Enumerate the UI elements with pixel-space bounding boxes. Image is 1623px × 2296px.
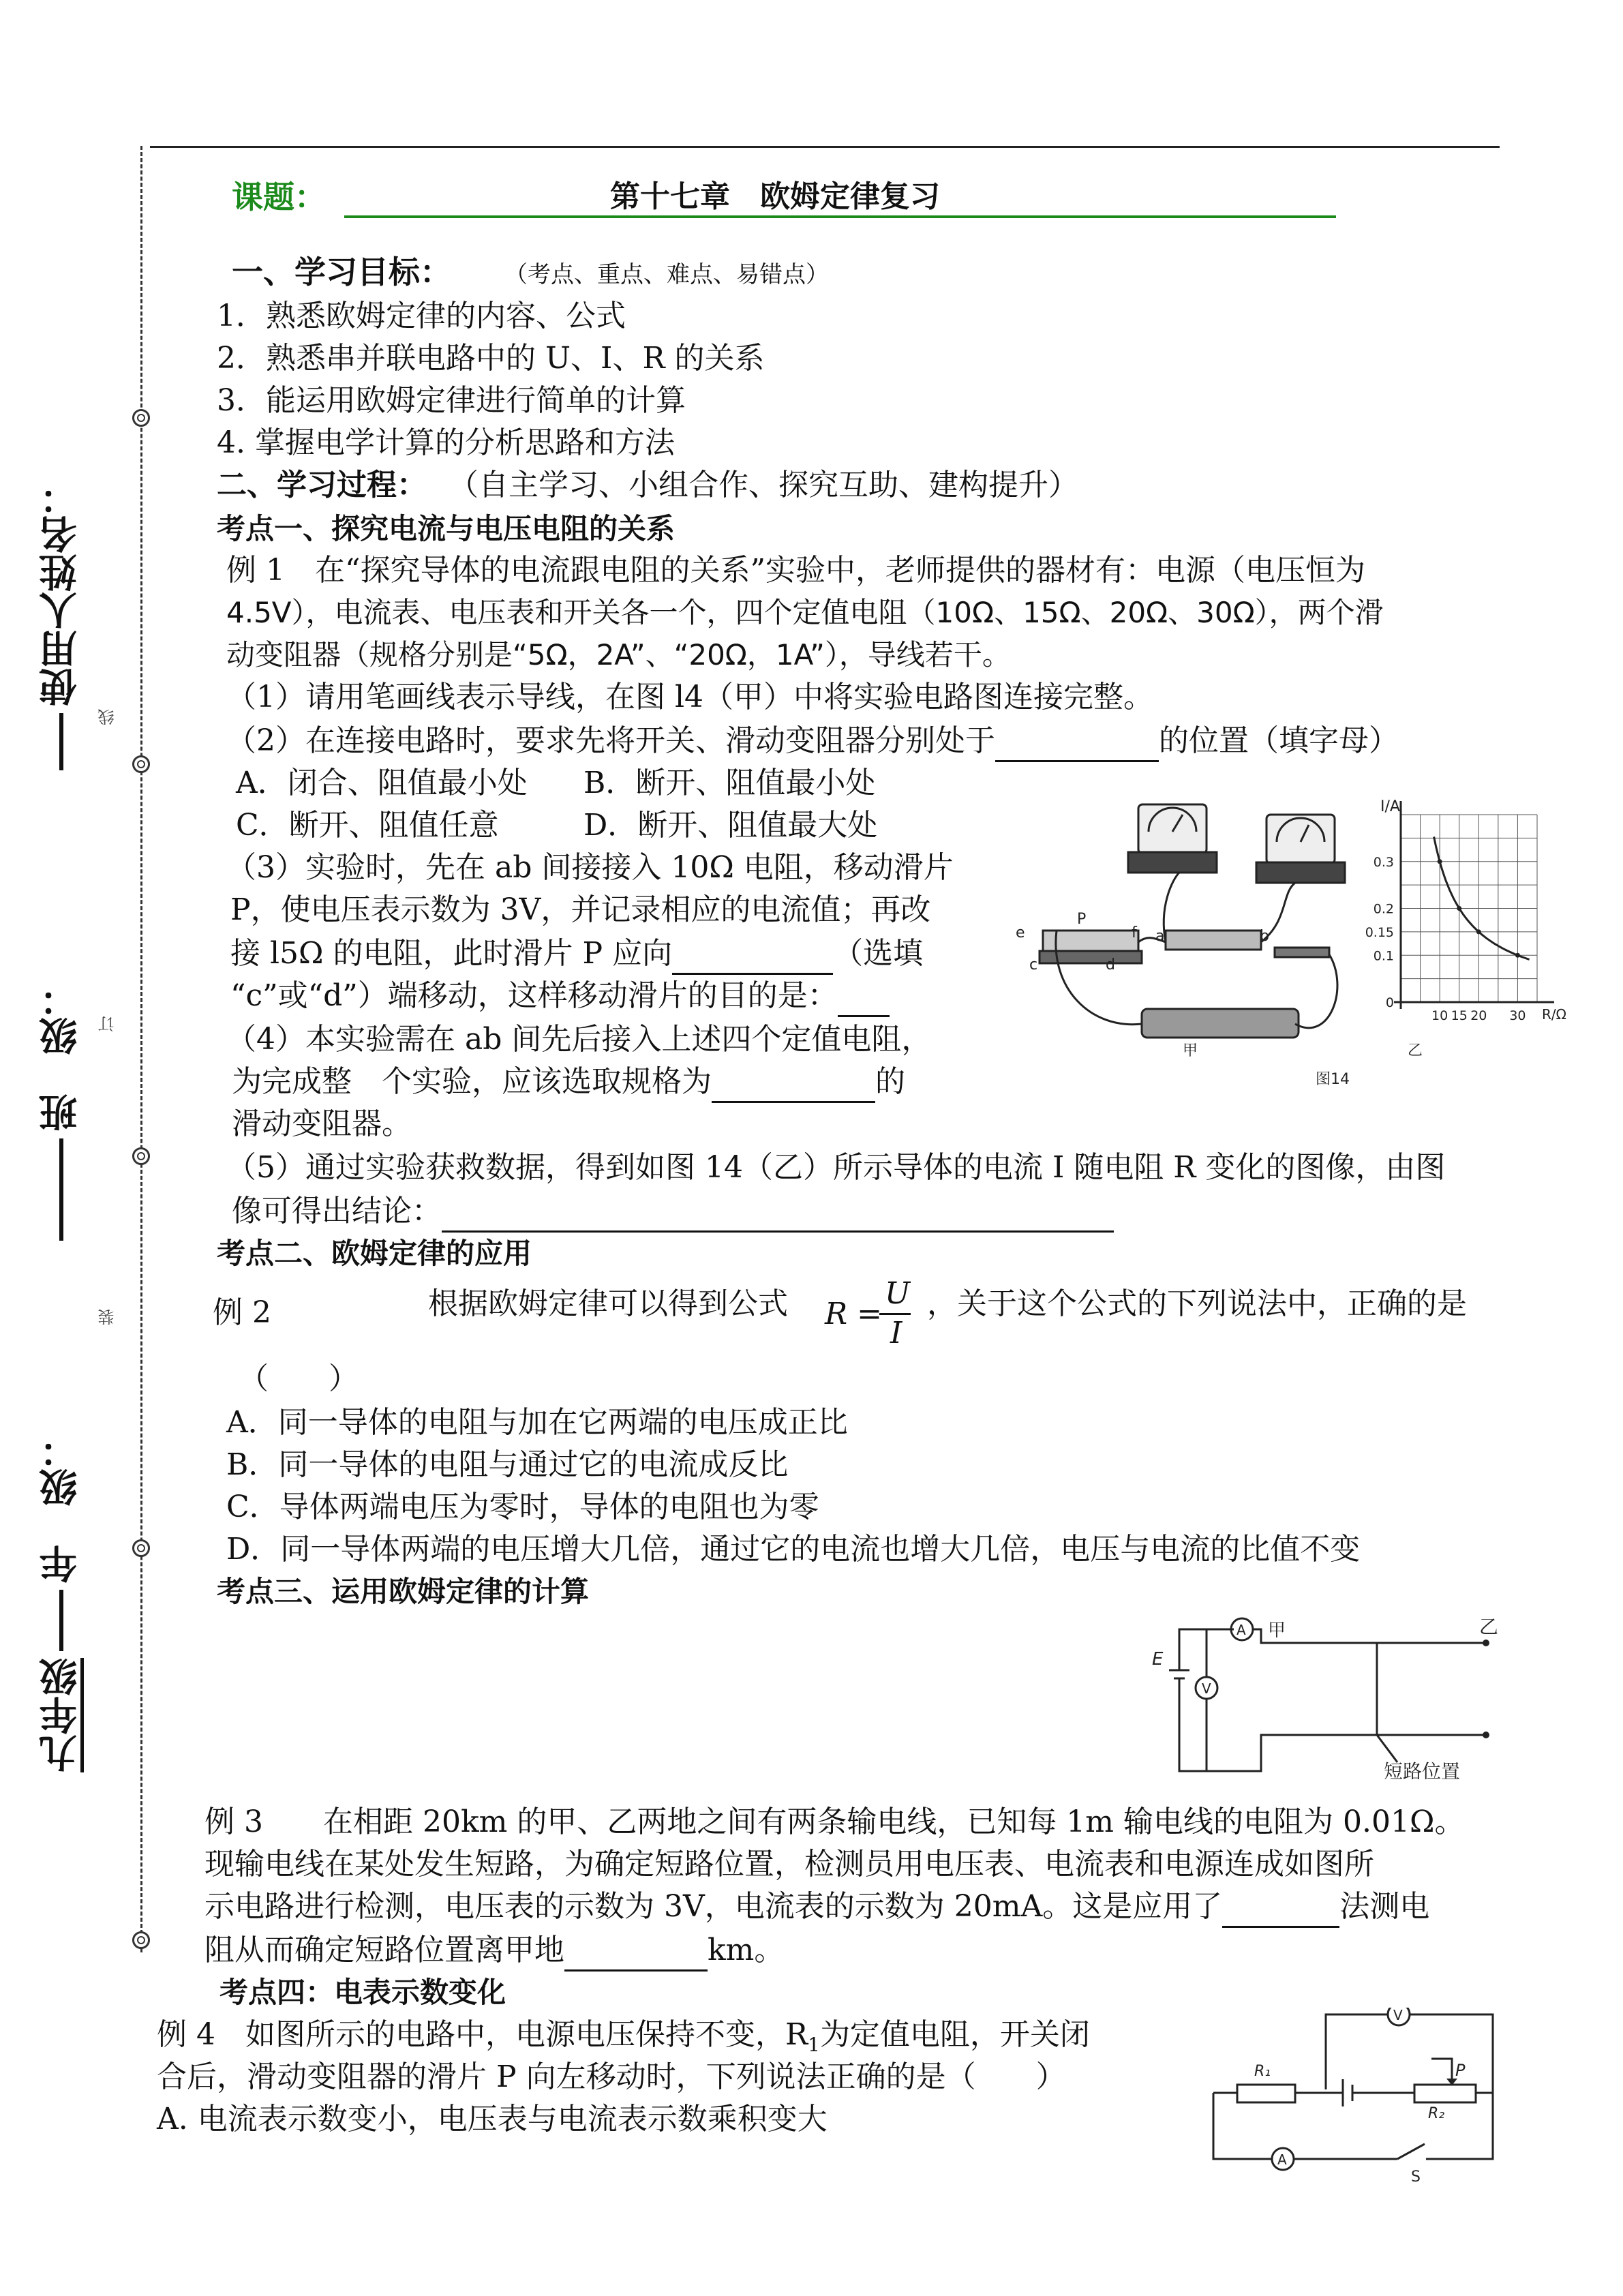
answer-blank[interactable] [564, 1939, 708, 1972]
goals-heading: 一、学习目标： [232, 254, 451, 290]
jia-label: 甲 [1268, 1620, 1286, 1641]
k2-text-pre: 根据欧姆定律可以得到公式 [428, 1286, 788, 1321]
data-point [1457, 907, 1461, 911]
k1-q5: 像可得出结论： [232, 1190, 1114, 1233]
k2-heading: 考点二、欧姆定律的应用 [217, 1237, 532, 1270]
binding-hole-icon [132, 1147, 150, 1165]
answer-blank[interactable] [442, 1200, 1114, 1233]
k4-heading: 考点四：电表示数变化 [219, 1976, 506, 2009]
k3-line: 阻从而确定短路位置离甲地 km。 [204, 1929, 784, 1972]
source-label: E [1152, 1649, 1164, 1670]
zhuang-mark: 装 [98, 1309, 117, 1325]
meter-change-figure [1207, 2008, 1506, 2185]
voltmeter-icon: V [1202, 1680, 1211, 1697]
k3-line: 例 3 在相距 20km 的甲、乙两地之间有两条输电线，已知每 1m 输电线的电阻为 0.01Ω。 [204, 1804, 1465, 1839]
x-tick-label: 10 [1431, 1008, 1448, 1023]
k1-q3: P，使电压表示数为 3V，并记录相应的电流值；再改 [230, 892, 931, 927]
answer-blank[interactable] [712, 1071, 875, 1103]
terminal-label: b [1260, 928, 1269, 945]
k2-option: B．同一导体的电阻与通过它的电流成反比 [226, 1447, 789, 1482]
y-axis-label: I/A [1380, 798, 1400, 815]
short-position-label: 短路位置 [1384, 1760, 1461, 1779]
x-tick-label: 15 [1451, 1008, 1468, 1023]
ir-graph [1365, 801, 1554, 1023]
k1-q3: （3）实验时，先在 ab 间接接入 10Ω 电阻，移动滑片 [226, 850, 954, 885]
y-tick-label: 0.15 [1365, 924, 1394, 940]
r1-label: R₁ [1254, 2063, 1271, 2080]
slider-p-label: P [1455, 2061, 1466, 2080]
goals-note: （考点、重点、难点、易错点） [504, 261, 829, 288]
k2-option: D．同一导体两端的电压增大几倍，通过它的电流也增大几倍，电压与电流的比值不变 [226, 1532, 1361, 1567]
option-a: A．闭合、阻值最小处 [236, 766, 528, 800]
k4-option-a: A. 电流表示数变小，电压表与电流表示数乘积变大 [157, 2102, 828, 2136]
name-line [59, 713, 63, 770]
page-title: 第十七章 欧姆定律复习 [610, 179, 940, 214]
binding-hole-icon [132, 1931, 150, 1949]
fig14-yi: 乙 [1408, 1042, 1423, 1059]
name-label: 使用人姓名： [34, 477, 89, 777]
short-circuit-figure [1152, 1616, 1520, 1779]
k4-line: 例 4 如图所示的电路中，电源电压保持不变，$R_1$为定值电阻，开关闭 [157, 2017, 1090, 2056]
k1-q3: “c”或“d”）端移动，这样移动滑片的目的是： [230, 975, 890, 1017]
goal-item: 4. 掌握电学计算的分析思路和方法 [217, 425, 675, 460]
k1-q3: 接 l5Ω 的电阻，此时滑片 P 应向 （选填 [230, 933, 923, 975]
formula: R = U I [825, 1276, 911, 1350]
topic-label: 课题： [232, 179, 326, 215]
process-heading: 二、学习过程： [217, 468, 427, 502]
k4-line: 合后，滑动变阻器的滑片 P 向左移动时，下列说法正确的是（ ） [157, 2059, 1066, 2094]
terminal-label: f [1132, 924, 1137, 941]
process-note: （自主学习、小组合作、探究互助、建构提升） [449, 468, 1078, 502]
ding-mark: 订 [98, 1016, 117, 1032]
answer-blank[interactable] [995, 730, 1159, 762]
data-point [1476, 930, 1481, 934]
answer-blank[interactable] [838, 985, 890, 1017]
data-point [1515, 953, 1519, 957]
option-d: D．断开、阻值最大处 [583, 808, 878, 843]
voltmeter-icon: V [1393, 2008, 1403, 2023]
goal-item: 1．熟悉欧姆定律的内容、公式 [217, 299, 626, 333]
binding-hole-icon [132, 755, 150, 773]
binding-hole-icon [132, 1539, 150, 1557]
switch-label: S [1411, 2169, 1421, 2185]
terminal-label: c [1029, 956, 1038, 973]
grade-label: 九年级 年 级： [34, 1336, 89, 1772]
ammeter-icon: A [1277, 2151, 1287, 2168]
option-c: C．断开、阻值任意 [236, 808, 499, 843]
x-axis-label: R/Ω [1542, 1006, 1566, 1023]
y-tick-label: 0.1 [1373, 948, 1394, 964]
terminal-label: P [1077, 911, 1087, 928]
k2-text-post: ，关于这个公式的下列说法中，正确的是 [927, 1286, 1467, 1321]
k3-line: 现输电线在某处发生短路，为确定短路位置，检测员用电压表、电流表和电源连成如图所 [204, 1847, 1374, 1882]
k1-q4: （4）本实验需在 ab 间先后接入上述四个定值电阻， [226, 1022, 932, 1057]
k2-label: 例 2 [213, 1295, 271, 1330]
terminal-label: e [1016, 924, 1025, 941]
y-tick-label: 0.3 [1373, 854, 1394, 870]
k1-q4: 为完成整 个实验，应该选取规格为 的 [232, 1061, 905, 1103]
binding-hole-icon [132, 409, 150, 427]
k1-line: 4.5V），电流表、电压表和开关各一个，四个定值电阻（10Ω、15Ω、20Ω、30Ω），两个滑 [226, 596, 1384, 629]
series-line [1434, 836, 1530, 959]
figure-14 [1009, 784, 1581, 1098]
y-tick-label: 0 [1385, 995, 1394, 1010]
grade-line [59, 1590, 63, 1651]
ammeter-icon: A [1237, 1622, 1246, 1638]
k1-heading: 考点一、探究电流与电压电阻的关系 [217, 512, 676, 545]
k1-q1: （1）请用笔画线表示导线，在图 l4（甲）中将实验电路图连接完整。 [226, 680, 1154, 714]
data-point [1438, 860, 1442, 864]
goal-item: 2．熟悉串并联电路中的 U、I、R 的关系 [217, 341, 765, 376]
k1-q5: （5）通过实验获救数据，得到如图 14（乙）所示导体的电流 I 随电阻 R 变化的图像，由图 [226, 1150, 1446, 1185]
option-b: B．断开、阻值最小处 [583, 766, 876, 800]
terminal-label: a [1155, 928, 1165, 945]
yi-label: 乙 [1479, 1616, 1499, 1638]
class-label: 班 级： [34, 866, 89, 1248]
answer-blank[interactable] [1222, 1896, 1339, 1928]
x-tick-label: 30 [1509, 1008, 1526, 1023]
goal-item: 3．能运用欧姆定律进行简单的计算 [217, 383, 686, 418]
terminal-dot [1483, 1732, 1489, 1738]
terminal-label: d [1106, 956, 1115, 973]
answer-blank[interactable] [672, 943, 833, 975]
fig14-jia: 甲 [1183, 1042, 1198, 1059]
k3-heading: 考点三、运用欧姆定律的计算 [217, 1575, 590, 1608]
r2-label: R₂ [1428, 2105, 1445, 2122]
class-line [59, 1138, 63, 1241]
top-rule [150, 146, 1500, 148]
k1-q4: 滑动变阻器。 [232, 1106, 412, 1141]
k3-line: 示电路进行检测，电压表的示数为 3V，电流表的示数为 20mA。这是应用了 法测电 [204, 1886, 1429, 1928]
y-tick-label: 0.2 [1373, 901, 1394, 917]
k1-q2: （2）在连接电路时，要求先将开关、滑动变阻器分别处于 的位置（填字母） [226, 720, 1399, 762]
terminal-dot [1483, 1640, 1489, 1646]
answer-paren: （ ） [239, 1361, 359, 1396]
k2-option: A．同一导体的电阻与加在它两端的电压成正比 [226, 1405, 848, 1440]
xian-mark: 线 [98, 709, 117, 725]
x-tick-label: 20 [1470, 1008, 1487, 1023]
k2-option: C．导体两端电压为零时，导体的电阻也为零 [226, 1490, 819, 1524]
grade-value: 九年级 [39, 1658, 83, 1772]
fig14-caption: 图14 [1316, 1071, 1350, 1088]
k1-line: 动变阻器（规格分别是“5Ω，2A”、“20Ω，1A”），导线若干。 [226, 638, 1011, 671]
k1-line: 例 1 在“探究导体的电流跟电阻的关系”实验中，老师提供的器材有：电源（电压恒为 [226, 553, 1365, 588]
